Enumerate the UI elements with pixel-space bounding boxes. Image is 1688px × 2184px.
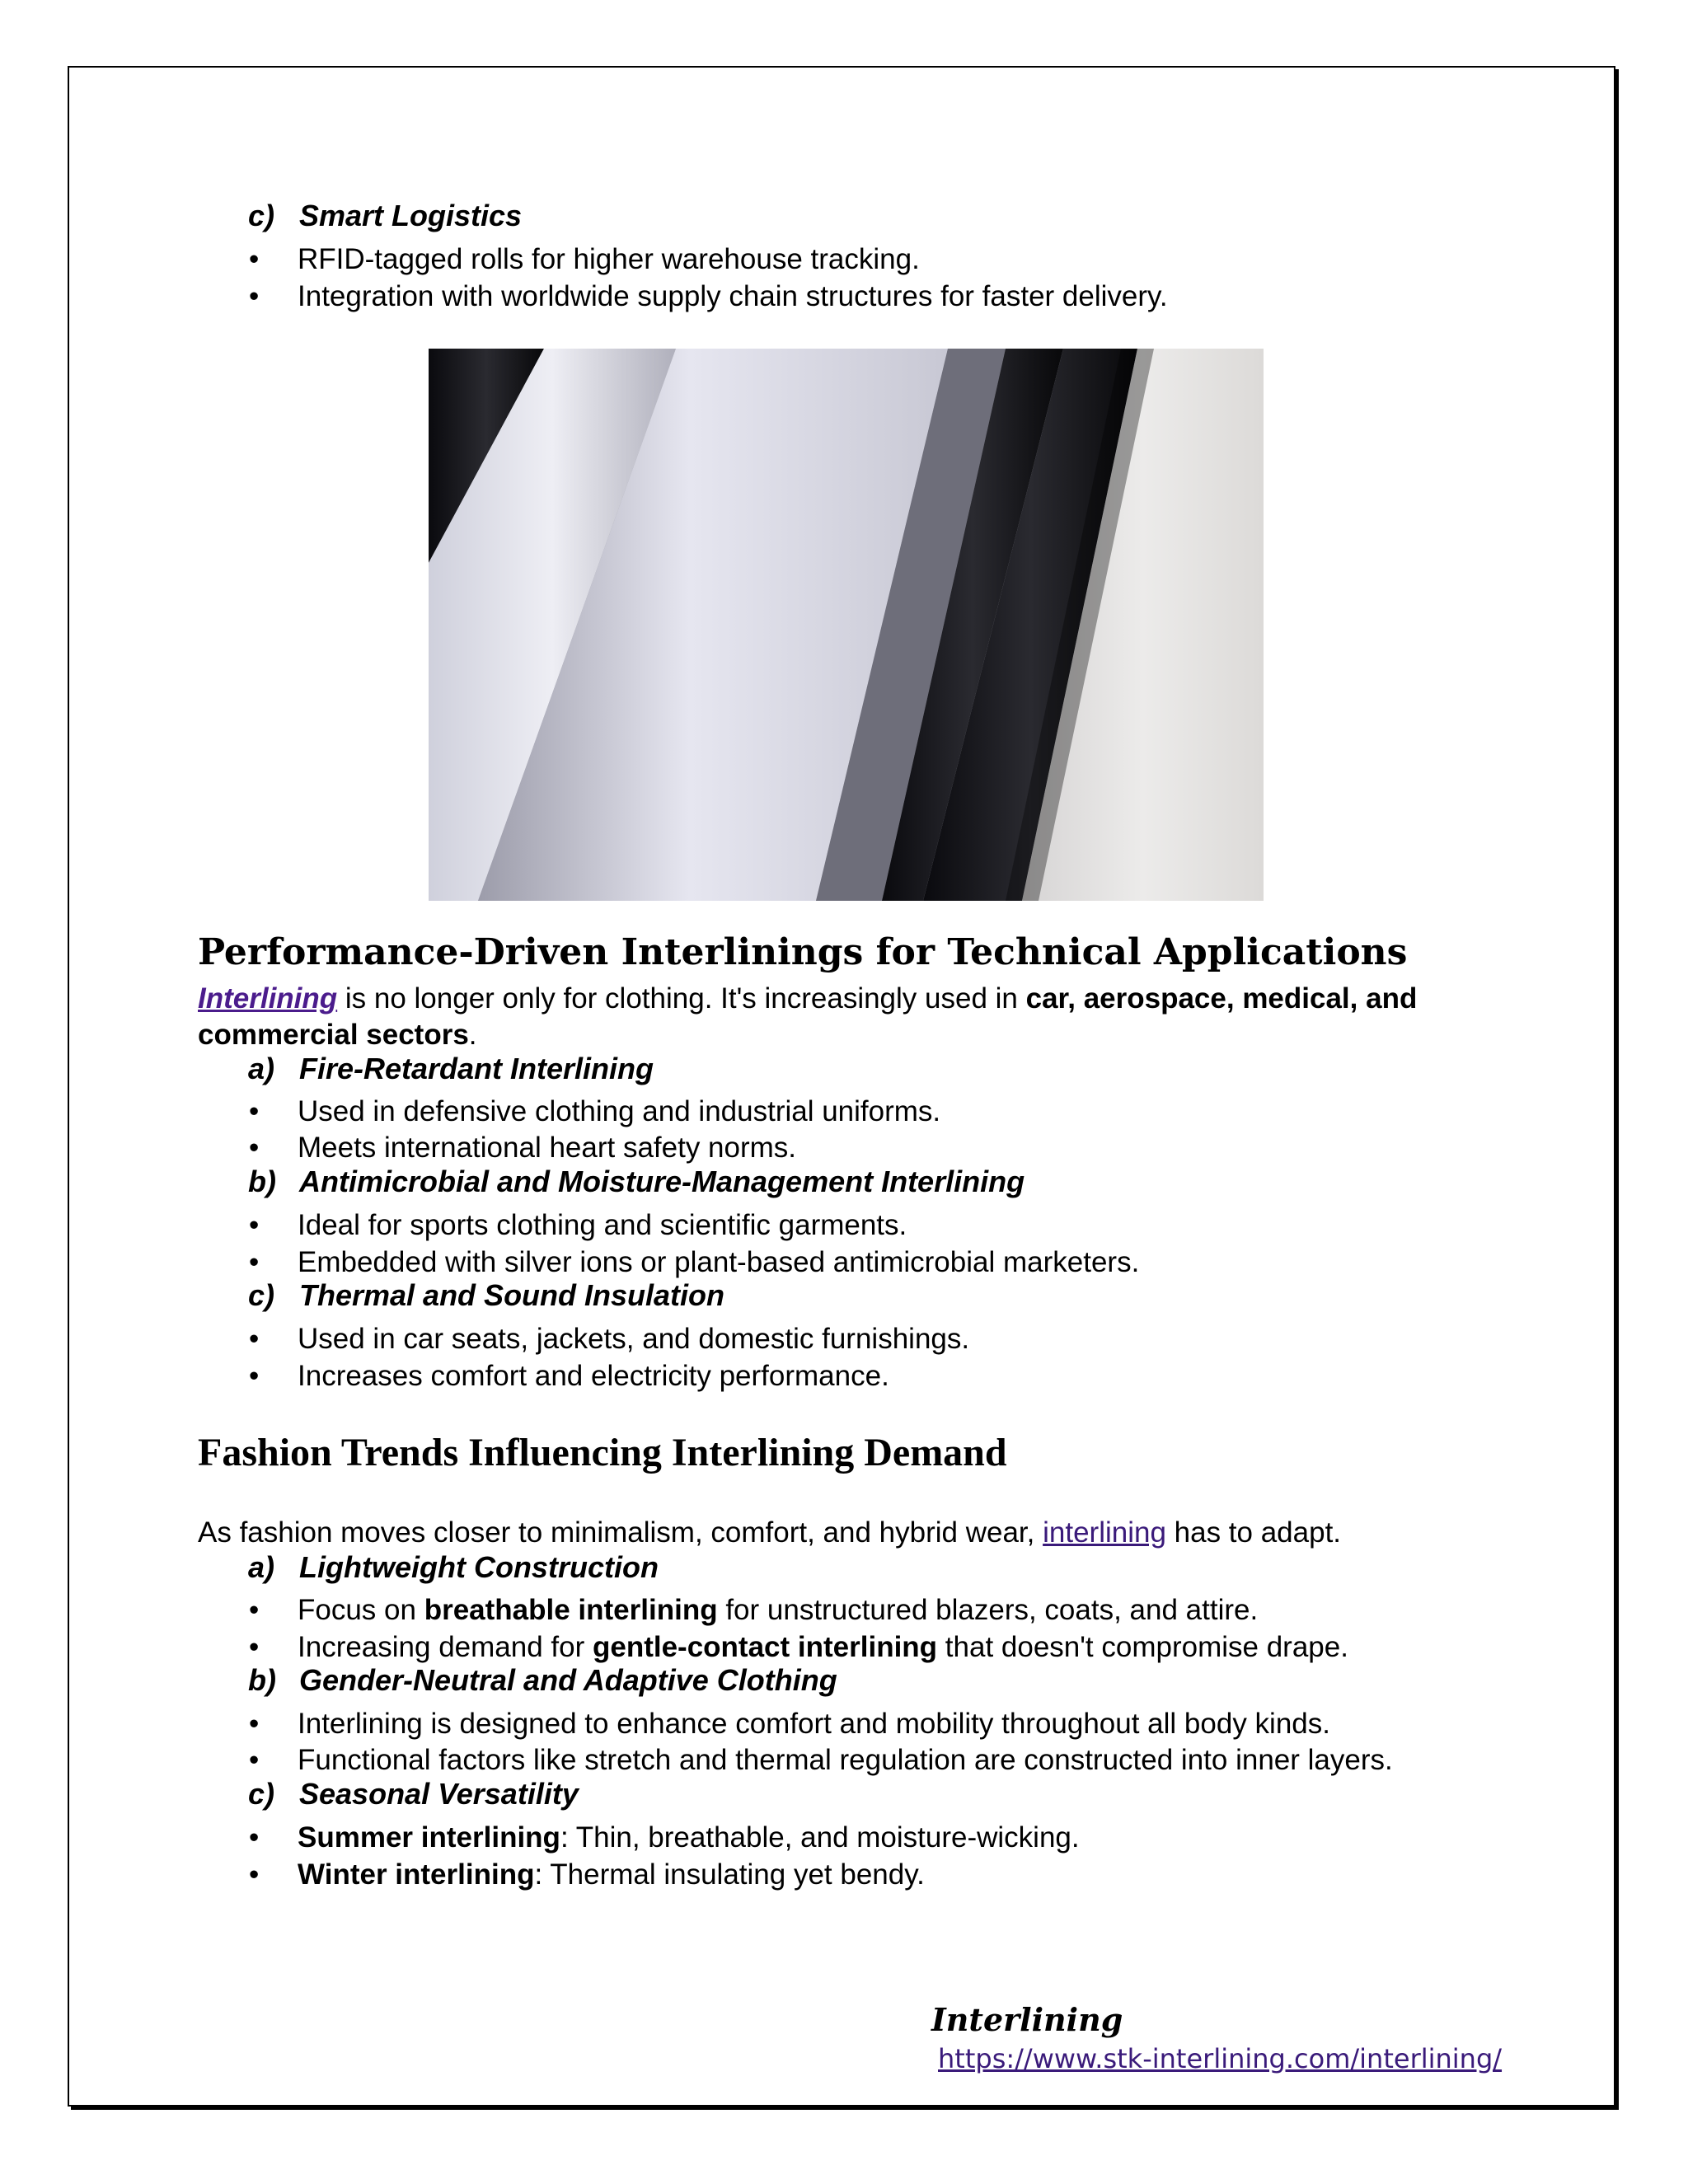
list-item-text: Summer interlining: Thin, breathable, and moisture-wicking. (298, 1821, 1080, 1854)
list-item-text: Used in car seats, jackets, and domestic furnishings. (298, 1323, 970, 1355)
subheading-title: Fire-Retardant Interlining (299, 1052, 654, 1085)
list-item (198, 1207, 1434, 1244)
list-marker: c) (248, 1278, 275, 1312)
list-item-text: Interlining is designed to enhance comfort and mobility throughout all body kinds. (298, 1708, 1330, 1740)
intro-text: is no longer only for clothing. It's increasingly used in (337, 982, 1026, 1015)
subheading-gender-neutral (248, 1662, 837, 1699)
list-item (198, 1742, 1517, 1779)
intro-paragraph-fashion (198, 1515, 1508, 1551)
list-item (198, 279, 1434, 315)
list-item-text: Functional factors like stretch and thermal regulation are constructed into inner layers. (298, 1744, 1393, 1776)
footer-url-link[interactable]: https://www.stk-interlining.com/interlining/ (938, 2043, 1503, 2074)
list-item (198, 1629, 1484, 1666)
footer-title: Interlining (931, 2001, 1123, 2038)
bullet-icon: • (249, 1594, 260, 1626)
list-marker: a) (248, 1052, 275, 1085)
bullet-icon: • (249, 1821, 260, 1854)
list-item (198, 1820, 1434, 1856)
list-item-text: Integration with worldwide supply chain structures for faster delivery. (298, 280, 1168, 312)
intro-end: . (468, 1019, 477, 1051)
bullet-icon: • (249, 1744, 260, 1776)
list-item (198, 1094, 1434, 1130)
subheading-seasonal (248, 1776, 579, 1812)
list-marker: a) (248, 1550, 275, 1584)
list-item-text: Embedded with silver ions or plant-based antimicrobial marketers. (298, 1246, 1140, 1278)
interlining-link[interactable]: Interlining (198, 982, 338, 1015)
subheading-title: Gender-Neutral and Adaptive Clothing (299, 1663, 837, 1697)
bullet-icon: • (249, 1132, 260, 1164)
list-item (198, 1321, 1434, 1357)
bullet-icon: • (249, 1095, 260, 1127)
intro-paragraph-performance (198, 981, 1508, 1053)
list-item (198, 1244, 1434, 1281)
list-marker: c) (248, 199, 275, 232)
heading-performance: Performance-Driven Interlinings for Technical Applications (198, 931, 1408, 973)
list-marker: c) (248, 1777, 275, 1811)
bullet-icon: • (249, 1708, 260, 1740)
subheading-smart-logistics (248, 198, 522, 234)
subheading-title: Thermal and Sound Insulation (299, 1278, 725, 1312)
list-item-text: Ideal for sports clothing and scientific garments. (298, 1209, 907, 1241)
interlining-fabric-photo (429, 349, 1264, 901)
subheading-title: Lightweight Construction (299, 1550, 659, 1584)
list-item (198, 241, 1434, 278)
list-item (198, 1358, 1434, 1394)
subheading-title: Antimicrobial and Moisture-Management Interlining (299, 1165, 1025, 1198)
intro-end: has to adapt. (1165, 1516, 1342, 1549)
list-marker: b) (248, 1663, 276, 1697)
list-item (198, 1592, 1484, 1629)
intro-bold: car, aerospace, medical, and commercial sectors (198, 982, 1418, 1051)
list-item-text: Increasing demand for gentle-contact interlining that doesn't compromise drape. (298, 1631, 1348, 1663)
list-item-text: Winter interlining: Thermal insulating yet bendy. (298, 1858, 925, 1891)
list-item (198, 1130, 1434, 1166)
subheading-fire-retardant (248, 1051, 654, 1087)
list-item (198, 1706, 1517, 1742)
subheading-lightweight (248, 1549, 659, 1586)
list-item-text: RFID-tagged rolls for higher warehouse tracking. (298, 243, 920, 275)
bullet-icon: • (249, 1631, 260, 1663)
bullet-icon: • (249, 1323, 260, 1355)
subheading-antimicrobial (248, 1164, 1025, 1200)
heading-fashion-trends: Fashion Trends Influencing Interlining Demand (198, 1431, 1007, 1474)
list-item (198, 1857, 1434, 1893)
list-item-text: Focus on breathable interlining for unstructured blazers, coats, and attire. (298, 1594, 1259, 1626)
bullet-icon: • (249, 1209, 260, 1241)
subheading-thermal-sound (248, 1277, 724, 1314)
subheading-title: Seasonal Versatility (299, 1777, 579, 1811)
subheading-title: Smart Logistics (299, 199, 523, 232)
list-item-text: Increases comfort and electricity performance. (298, 1360, 889, 1392)
bullet-icon: • (249, 243, 260, 275)
bullet-icon: • (249, 280, 260, 312)
intro-text: As fashion moves closer to minimalism, comfort, and hybrid wear, (198, 1516, 1043, 1549)
bullet-icon: • (249, 1360, 260, 1392)
list-marker: b) (248, 1165, 276, 1198)
list-item-text: Meets international heart safety norms. (298, 1132, 797, 1164)
bullet-icon: • (249, 1858, 260, 1891)
bullet-icon: • (249, 1246, 260, 1278)
list-item-text: Used in defensive clothing and industrial uniforms. (298, 1095, 941, 1127)
fabric-image-icon (429, 349, 1264, 901)
interlining-link[interactable]: interlining (1043, 1516, 1166, 1549)
